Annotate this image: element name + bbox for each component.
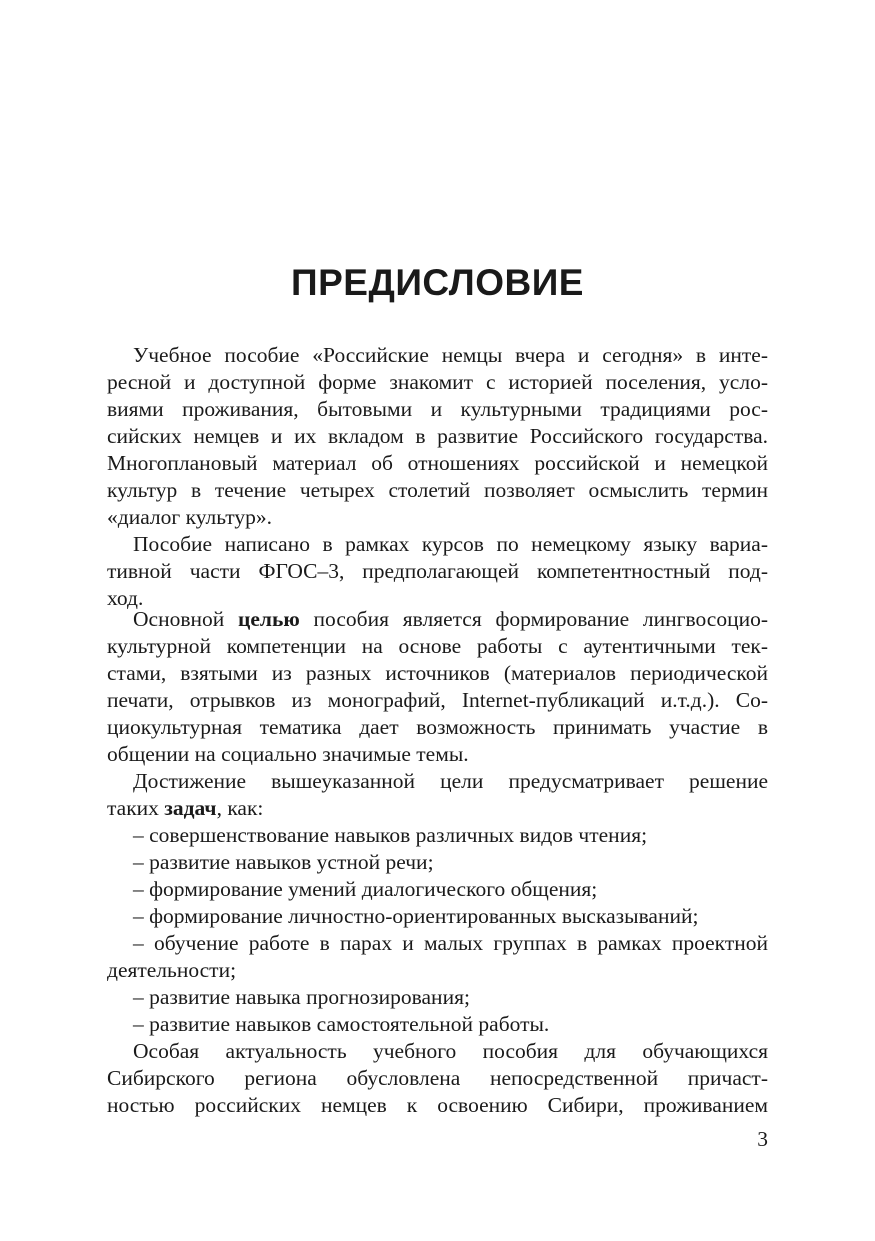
- list-item: – развитие навыков устной речи;: [133, 850, 434, 874]
- text-line: [107, 606, 768, 633]
- text-line: ностью российских немцев к освоению Сибири, проживанием: [107, 1093, 768, 1117]
- list-item: – формирование личностно-ориентированных высказываний;: [133, 904, 699, 928]
- text-line: ресной и доступной форме знакомит с историей поселения, усло-: [107, 370, 768, 394]
- text-line: тивной части ФГОС–3, предполагающей компетентностный под-: [107, 559, 768, 583]
- text-line: общении на социально значимые темы.: [107, 742, 469, 766]
- list-item: – формирование умений диалогического общения;: [133, 877, 598, 901]
- emphasis-term: целью: [238, 607, 300, 631]
- text-segment: , как:: [216, 796, 264, 820]
- list-item: – развитие навыка прогнозирования;: [133, 985, 470, 1009]
- list-item: – совершенствование навыков различных видов чтения;: [133, 823, 648, 847]
- text-line: культур в течение четырех столетий позволяет осмыслить термин: [107, 478, 768, 502]
- text-segment: таких: [107, 796, 165, 820]
- text-line: виями проживания, бытовыми и культурными традициями рос-: [107, 397, 768, 421]
- text-line: культурной компетенции на основе работы с аутентичными тек-: [107, 634, 768, 658]
- text-line: ход.: [107, 586, 144, 610]
- text-line: Достижение вышеуказанной цели предусматривает решение: [133, 769, 768, 793]
- text-line: «диалог культур».: [107, 505, 272, 529]
- text-segment: пособия является формирование лингвосоцио-: [299, 607, 768, 631]
- list-item: – развитие навыков самостоятельной работы.: [133, 1012, 550, 1036]
- text-line: Многоплановый материал об отношениях российской и немецкой: [107, 451, 768, 475]
- text-segment: Основной: [133, 607, 238, 631]
- list-item: деятельности;: [107, 958, 237, 982]
- text-line: [107, 795, 768, 822]
- text-line: стами, взятыми из разных источников (материалов периодической: [107, 661, 768, 685]
- page-title: ПРЕДИСЛОВИЕ: [291, 262, 584, 303]
- emphasis-term: задач: [164, 796, 217, 820]
- text-line: Учебное пособие «Российские немцы вчера и сегодня» в инте-: [133, 343, 768, 367]
- text-line: Сибирского региона обусловлена непосредственной причаст-: [107, 1066, 768, 1090]
- text-line: сийских немцев и их вкладом в развитие Российского государства.: [107, 424, 768, 448]
- text-line: Особая актуальность учебного пособия для обучающихся: [133, 1039, 768, 1063]
- text-line: циокультурная тематика дает возможность принимать участие в: [107, 715, 768, 739]
- text-line: Пособие написано в рамках курсов по немецкому языку вариа-: [133, 532, 768, 556]
- page-number: 3: [757, 1127, 768, 1151]
- text-line: печати, отрывков из монографий, Internet-публикаций и.т.д.). Со-: [107, 688, 768, 712]
- list-item: – обучение работе в парах и малых группах в рамках проектной: [133, 931, 768, 955]
